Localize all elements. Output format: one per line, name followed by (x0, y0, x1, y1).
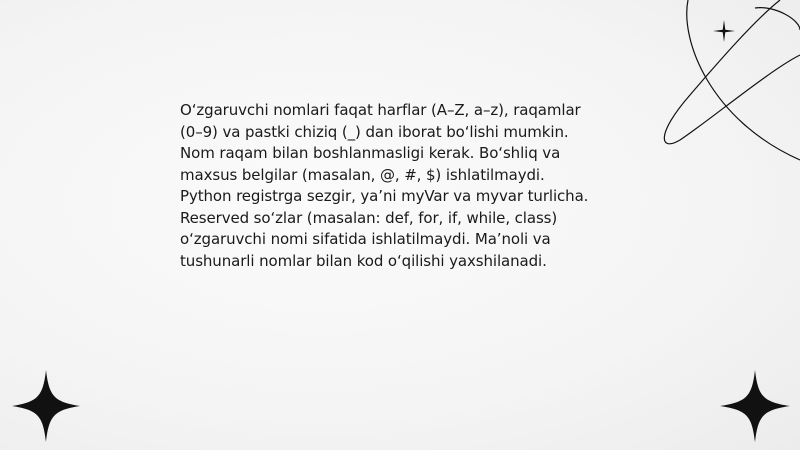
body-line: Python registrga sezgir, ya’ni myVar va myvar turlicha. (180, 187, 589, 205)
four-point-star-icon (12, 370, 80, 442)
orbit-lines-icon (650, 0, 800, 170)
body-line: Reserved so‘zlar (masalan: def, for, if, while, class) (180, 208, 558, 227)
body-line: tushunarli nomlar bilan kod o‘qilishi yaxshilanadi. (180, 251, 547, 270)
slide-body-text (180, 100, 630, 272)
body-line: (0–9) va pastki chiziq (_) dan iborat bo‘lishi mumkin. (180, 122, 569, 141)
body-line: o‘zgaruvchi nomi sifatida ishlatilmaydi. Ma’noli va (180, 230, 551, 248)
body-line: Nom raqam bilan boshlanmasligi kerak. Bo‘shliq va (180, 144, 561, 162)
four-point-star-icon (720, 370, 790, 442)
body-line: O‘zgaruvchi nomlari faqat harflar (A–Z, a–z), raqamlar (180, 101, 581, 119)
sparkle-icon (713, 20, 735, 42)
body-line: maxsus belgilar (masalan, @, #, $) ishlatilmaydi. (180, 165, 545, 184)
